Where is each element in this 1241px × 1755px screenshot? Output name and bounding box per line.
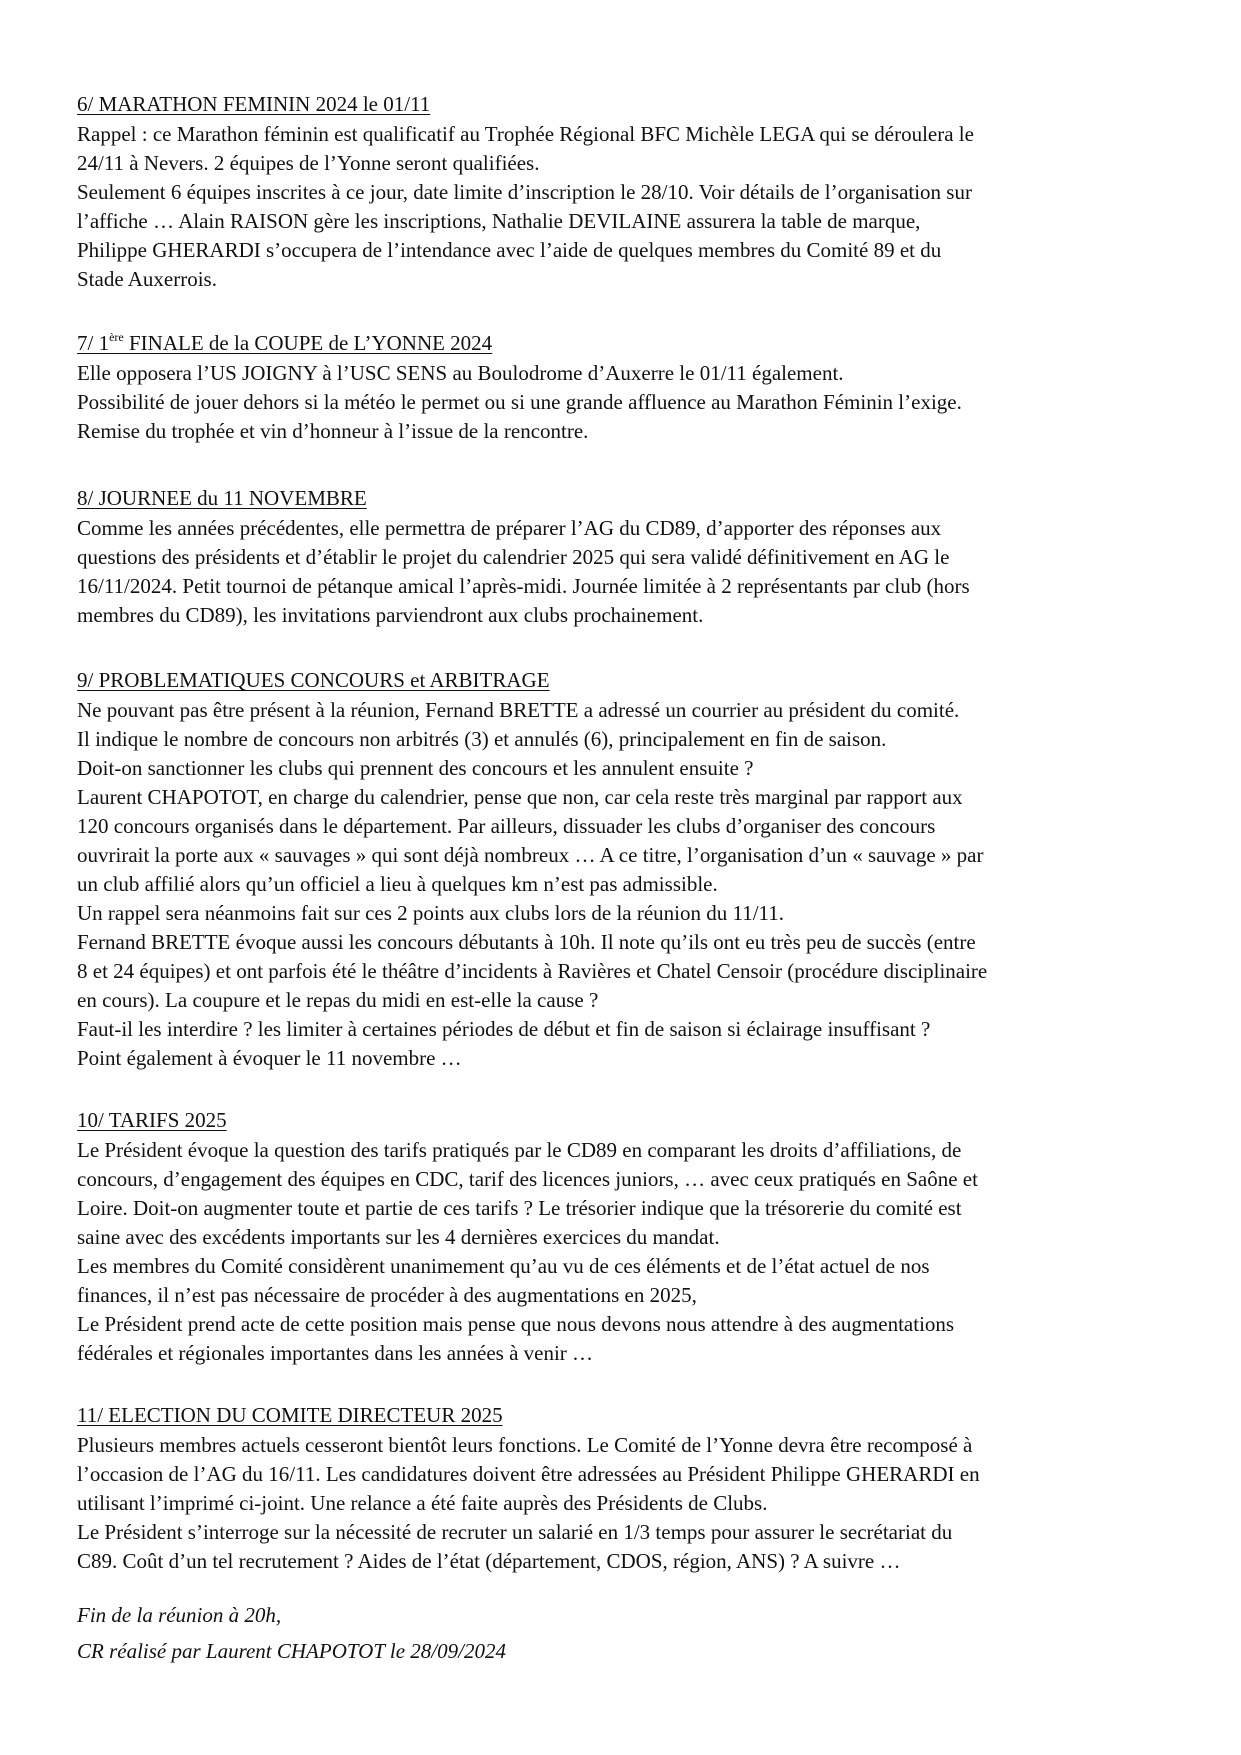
paragraph-line: fédérales et régionales importantes dans les années à venir … — [77, 1341, 594, 1365]
paragraph-line: finances, il n’est pas nécessaire de procéder à des augmentations en 2025, — [77, 1283, 697, 1307]
paragraph-line: membres du CD89), les invitations parviendront aux clubs prochainement. — [77, 603, 704, 627]
paragraph-line: Fernand BRETTE évoque aussi les concours débutants à 10h. Il note qu’ils ont eu très peu de succès (entre — [77, 930, 976, 954]
section-heading: 7/ 1ère FINALE de la COUPE de L’YONNE 2024 — [77, 330, 493, 355]
paragraph-line: Ne pouvant pas être présent à la réunion, Fernand BRETTE a adressé un courrier au président du comité. — [77, 698, 960, 722]
section-heading: 8/ JOURNEE du 11 NOVEMBRE — [77, 486, 367, 510]
paragraph-line: Le Président prend acte de cette position mais pense que nous devons nous attendre à des augmentations — [77, 1312, 955, 1336]
section-heading: 11/ ELECTION DU COMITE DIRECTEUR 2025 — [77, 1403, 503, 1427]
section-finale-coupe-yonne — [77, 328, 1177, 446]
closing-line: Fin de la réunion à 20h, — [77, 1603, 282, 1627]
closing-line: CR réalisé par Laurent CHAPOTOT le 28/09/2024 — [77, 1639, 506, 1663]
section-election-comite — [77, 1400, 1177, 1576]
paragraph-line: Rappel : ce Marathon féminin est qualificatif au Trophée Régional BFC Michèle LEGA qui se déroulera le — [77, 122, 974, 146]
paragraph-line: Possibilité de jouer dehors si la météo le permet ou si une grande affluence au Marathon Féminin l’exige. — [77, 390, 962, 414]
paragraph-line: 16/11/2024. Petit tournoi de pétanque amical l’après-midi. Journée limitée à 2 représentants par club (hors — [77, 574, 970, 598]
paragraph-line: Le Président s’interroge sur la nécessité de recruter un salarié en 1/3 temps pour assurer le secrétariat du — [77, 1520, 953, 1544]
paragraph-line: Remise du trophée et vin d’honneur à l’issue de la rencontre. — [77, 419, 589, 443]
paragraph-line: Un rappel sera néanmoins fait sur ces 2 points aux clubs lors de la réunion du 11/11. — [77, 901, 785, 925]
paragraph-line: Point également à évoquer le 11 novembre … — [77, 1046, 462, 1070]
paragraph-line: un club affilié alors qu’un officiel a lieu à quelques km n’est pas admissible. — [77, 872, 718, 896]
paragraph-line: concours, d’engagement des équipes en CDC, tarif des licences juniors, … avec ceux pratiqués en Saône et — [77, 1167, 978, 1191]
paragraph-line: Philippe GHERARDI s’occupera de l’intendance avec l’aide de quelques membres du Comité 89 et du — [77, 238, 942, 262]
paragraph-line: utilisant l’imprimé ci-joint. Une relance a été faite auprès des Présidents de Clubs. — [77, 1491, 768, 1515]
paragraph-line: Il indique le nombre de concours non arbitrés (3) et annulés (6), principalement en fin de saison. — [77, 727, 887, 751]
paragraph-line: 8 et 24 équipes) et ont parfois été le théâtre d’incidents à Ravières et Chatel Censoir (procédure disciplinaire — [77, 959, 988, 983]
paragraph-line: saine avec des excédents importants sur les 4 dernières exercices du mandat. — [77, 1225, 720, 1249]
section-journee-11-novembre — [77, 483, 1177, 630]
paragraph-line: Stade Auxerrois. — [77, 267, 217, 291]
paragraph-line: questions des présidents et d’établir le projet du calendrier 2025 qui sera validé définitivement en AG le — [77, 545, 950, 569]
paragraph-line: Le Président évoque la question des tarifs pratiqués par le CD89 en comparant les droits d’affiliations, de — [77, 1138, 962, 1162]
section-heading: 9/ PROBLEMATIQUES CONCOURS et ARBITRAGE — [77, 668, 550, 692]
section-heading: 10/ TARIFS 2025 — [77, 1108, 227, 1132]
paragraph-line: l’affiche … Alain RAISON gère les inscriptions, Nathalie DEVILAINE assurera la table de marque, — [77, 209, 921, 233]
paragraph-line: Comme les années précédentes, elle permettra de préparer l’AG du CD89, d’apporter des réponses aux — [77, 516, 942, 540]
paragraph-line: Laurent CHAPOTOT, en charge du calendrier, pense que non, car cela reste très marginal par rapport aux — [77, 785, 963, 809]
superscript: ère — [109, 330, 124, 344]
section-heading: 6/ MARATHON FEMININ 2024 le 01/11 — [77, 92, 431, 116]
section-tarifs-2025 — [77, 1105, 1177, 1368]
paragraph-line: 120 concours organisés dans le département. Par ailleurs, dissuader les clubs d’organiser des concours — [77, 814, 936, 838]
paragraph-line: Loire. Doit-on augmenter toute et partie de ces tarifs ? Le trésorier indique que la trésorerie du comité est — [77, 1196, 962, 1220]
paragraph-line: 24/11 à Nevers. 2 équipes de l’Yonne seront qualifiées. — [77, 151, 540, 175]
paragraph-line: Les membres du Comité considèrent unanimement qu’au vu de ces éléments et de l’état actuel de nos — [77, 1254, 930, 1278]
paragraph-line: Elle opposera l’US JOIGNY à l’USC SENS au Boulodrome d’Auxerre le 01/11 également. — [77, 361, 844, 385]
paragraph-line: Seulement 6 équipes inscrites à ce jour, date limite d’inscription le 28/10. Voir détails de l’organisation sur — [77, 180, 972, 204]
section-concours-arbitrage — [77, 665, 1177, 1073]
paragraph-line: en cours). La coupure et le repas du midi en est-elle la cause ? — [77, 988, 599, 1012]
closing-remarks — [77, 1600, 977, 1666]
paragraph-line: Faut-il les interdire ? les limiter à certaines périodes de début et fin de saison si éclairage insuffisant ? — [77, 1017, 931, 1041]
paragraph-line: ouvrirait la porte aux « sauvages » qui sont déjà nombreux … A ce titre, l’organisation d’un « sauvage » par — [77, 843, 984, 867]
section-marathon-feminin — [77, 89, 1177, 294]
paragraph-line: l’occasion de l’AG du 16/11. Les candidatures doivent être adressées au Président Philippe GHERARDI en — [77, 1462, 980, 1486]
paragraph-line: C89. Coût d’un tel recrutement ? Aides de l’état (département, CDOS, région, ANS) ? A suivre … — [77, 1549, 901, 1573]
paragraph-line: Doit-on sanctionner les clubs qui prennent des concours et les annulent ensuite ? — [77, 756, 754, 780]
paragraph-line: Plusieurs membres actuels cesseront bientôt leurs fonctions. Le Comité de l’Yonne devra être recomposé à — [77, 1433, 973, 1457]
